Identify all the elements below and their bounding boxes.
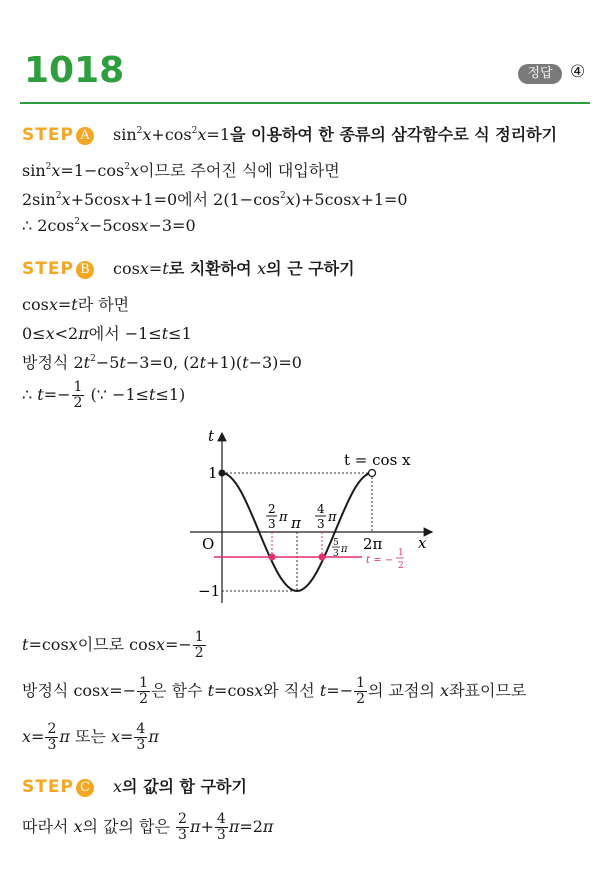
- step-c-title: x의 값의 합 구하기: [113, 777, 247, 796]
- origin-label: O: [202, 535, 215, 553]
- step-b-title: cosx=t로 치환하여 x의 근 구하기: [113, 259, 355, 278]
- frac-5-3-pi: π: [341, 544, 348, 555]
- line-label: t = −: [366, 555, 394, 566]
- step-b-label: STEP: [22, 259, 74, 279]
- step-b-circle: B: [76, 261, 94, 279]
- curve-label: t = cos x: [344, 451, 411, 469]
- step-b-line2: 0≤x<2π에서 −1≤t≤1: [22, 324, 192, 343]
- curve-end-point: [369, 470, 376, 477]
- answer-value: ④: [570, 62, 586, 82]
- step-c-header: [22, 774, 247, 797]
- line-label-num: 1: [398, 548, 404, 558]
- step-a-title: $\sin^2x+\cos^2x=1$을 이용하여 한 종류의 삼각함수로 식 정리하기: [113, 125, 558, 144]
- frac-5-3-num: 5: [333, 538, 339, 548]
- cosine-graph: [180, 425, 440, 610]
- after-line3: x= $\frac{2}{3}$ π 또는 x= $\frac{4}{3}$ π: [22, 721, 159, 753]
- step-b-line3: 방정식 $2t^2-5t-3=0$, (2t+1)(t−3)=0: [22, 353, 302, 372]
- frac-5-3-den: 3: [333, 549, 339, 559]
- frac-4-3-num: 4: [317, 502, 325, 516]
- step-c-circle: C: [76, 779, 94, 797]
- step-a-circle: A: [76, 127, 94, 145]
- step-a-line2: $2\sin^2x+5\cos x+1=0$에서 $2(1-\cos^2x)+5\cos x+1=0$: [22, 190, 408, 209]
- step-b-header: [22, 256, 355, 279]
- x-axis-label: x: [418, 534, 427, 552]
- step-c-label: STEP: [22, 777, 74, 797]
- step-a-label: STEP: [22, 125, 74, 145]
- frac-2-3-num: 2: [268, 502, 276, 516]
- frac-4-3-den: 3: [317, 517, 325, 531]
- frac-2-3-pi: π: [279, 510, 288, 525]
- step-b-line1: cosx=t라 하면: [22, 295, 130, 314]
- header-divider: [20, 102, 590, 104]
- curve-start-point: [219, 470, 226, 477]
- answer-badge: 정답: [518, 64, 562, 84]
- t-axis-label: t: [208, 427, 215, 445]
- x-pi-label: π: [291, 514, 301, 532]
- y-one-label: 1: [208, 464, 218, 482]
- line-label-den: 2: [398, 561, 404, 571]
- after-line2: 방정식 cosx=− $\frac{1}{2}$ 은 함수 t=cosx와 직선 t=− $\frac{1}{2}$ 의 교점의 x좌표이므로: [22, 675, 527, 707]
- step-a-line1: $\sin^2x=1-\cos^2x$이므로 주어진 식에 대입하면: [22, 161, 340, 180]
- step-b-line4: ∴ t=− $\frac{1}{2}$ (∵ −1≤t≤1): [22, 379, 186, 411]
- y-neg-one-label: −1: [198, 582, 221, 600]
- step-a-header: [22, 122, 557, 145]
- step-c-line1: 따라서 x의 값의 합은 $\frac{2}{3}$ π+ $\frac{4}{3}$ π=2π: [22, 811, 274, 843]
- problem-number: 1018: [24, 50, 125, 91]
- after-line1: t=cosx이므로 cosx=− $\frac{1}{2}$: [22, 629, 204, 661]
- frac-2-3-den: 3: [268, 517, 276, 531]
- x-2pi-label: 2π: [363, 535, 383, 553]
- frac-4-3-pi: π: [328, 510, 337, 525]
- intersection-point-1: [269, 554, 276, 561]
- step-a-line3: ∴ $2\cos^2x-5\cos x-3=0$: [22, 216, 196, 235]
- intersection-point-2: [319, 554, 326, 561]
